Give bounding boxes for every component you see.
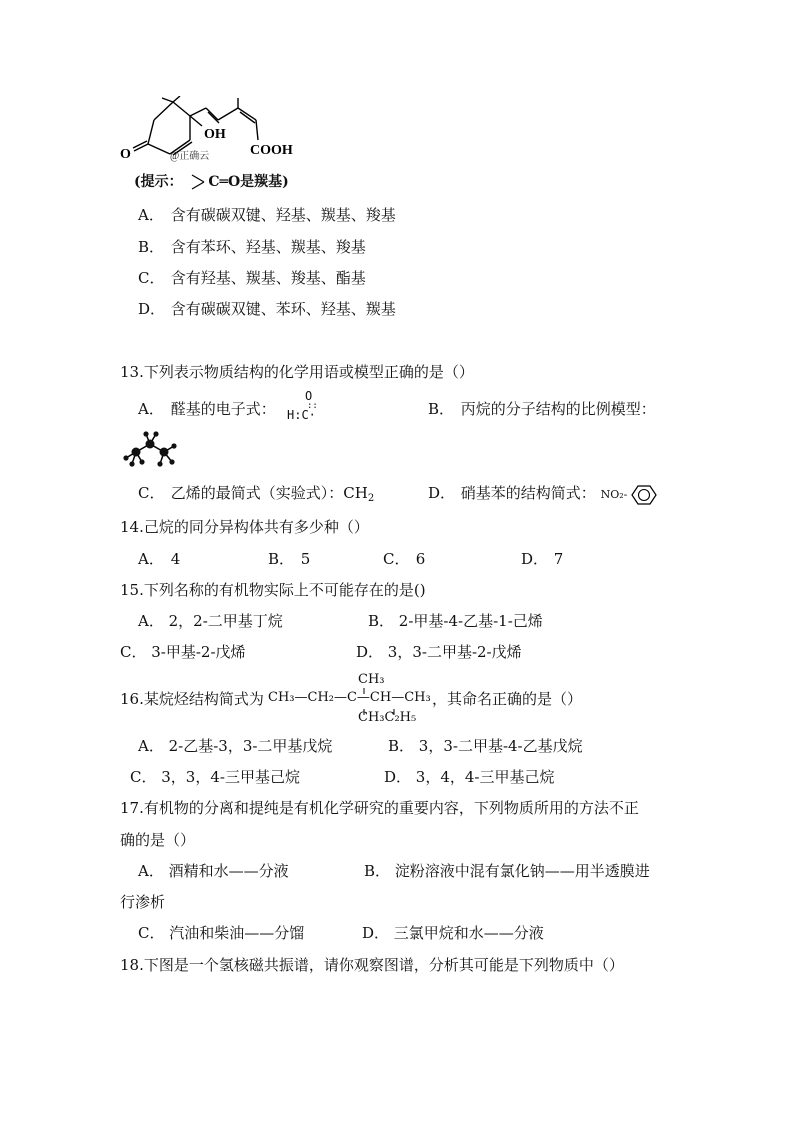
q13-option-d: D． 硝基苯的结构简式： NO₂-	[428, 482, 657, 506]
q12-option-a: A． 含有碳碳双键、羟基、羰基、羧基	[138, 206, 396, 224]
hint-line	[134, 172, 289, 192]
hint-prefix: (提示：	[134, 174, 183, 190]
q13-option-a: A． 醛基的电子式：	[138, 400, 276, 418]
q16-option-c: C． 3，3，4-三甲基己烷	[130, 768, 300, 786]
q12-option-d: D． 含有碳碳双键、苯环、羟基、羰基	[138, 300, 396, 318]
q13-option-b: B． 丙烷的分子结构的比例模型：	[428, 400, 656, 418]
q16-stem-prefix: 16.某烷烃结构简式为	[120, 690, 264, 708]
q12-option-a-text: 含有碳碳双键、羟基、羰基、羧基	[170, 206, 396, 224]
benzene-ring-icon	[631, 484, 657, 506]
q12-option-c-text: 含有羟基、羰基、羧基、酯基	[170, 269, 366, 287]
q18-stem: 18.下图是一个氢核磁共振谱，请你观察图谱，分析其可能是下列物质中（）	[120, 956, 624, 974]
q16-option-b: B． 3，3-二甲基-4-乙基戊烷	[388, 737, 583, 755]
molecule-structure-figure	[118, 96, 308, 168]
carbonyl-o-label: O	[120, 147, 131, 162]
q12-option-b-text: 含有苯环、羟基、羰基、羧基	[170, 238, 366, 256]
q17-option-a: A． 酒精和水——分液	[138, 862, 289, 880]
q14-option-b: B． 5	[268, 550, 311, 568]
propane-model-figure	[120, 430, 180, 470]
q13-option-c: C． 乙烯的最简式（实验式）：$CH_2$	[138, 484, 375, 504]
q12-option-c: C． 含有羟基、羰基、羧基、酯基	[138, 269, 366, 287]
q15-stem: 15.下列名称的有机物实际上不可能存在的是()	[120, 581, 426, 599]
q12-option-b: B． 含有苯环、羟基、羰基、羧基	[138, 238, 366, 256]
cooh-label: COOH	[250, 143, 293, 158]
q16-option-d: D． 3，4，4-三甲基己烷	[384, 768, 555, 786]
q12-option-d-text: 含有碳碳双键、苯环、羟基、羰基	[170, 300, 396, 318]
q16-stem-suffix: ，其命名正确的是（）	[432, 690, 583, 708]
q14-option-c: C． 6	[383, 550, 426, 568]
q17-option-b: B． 淀粉溶液中混有氯化钠——用半透膜进	[364, 862, 650, 880]
q16-option-a: A． 2-乙基-3，3-二甲基戊烷	[138, 737, 333, 755]
q17-stem-line2: 确的是（）	[120, 831, 196, 849]
q15-option-d: D． 3，3-二甲基-2-戊烯	[356, 643, 522, 661]
carbonyl-bond-icon	[190, 172, 206, 192]
q17-option-d: D． 三氯甲烷和水——分液	[362, 924, 544, 942]
q16-formula-top: CH₃	[358, 672, 385, 687]
q16-formula-bottom: CH₃C₂H₅	[358, 710, 417, 725]
q17-stem-line1: 17.有机物的分离和提纯是有机化学研究的重要内容，下列物质所用的方法不正	[120, 799, 639, 817]
q14-stem: 14.己烷的同分异构体共有多少种（）	[120, 518, 369, 536]
q17-option-b-continued: 行渗析	[120, 893, 166, 911]
oh-label: OH	[204, 127, 226, 142]
q17-option-c: C． 汽油和柴油——分馏	[138, 924, 305, 942]
watermark: @正确云	[170, 151, 210, 162]
q16-formula-main: CH₃—CH₂—C—CH—CH₃	[268, 690, 431, 705]
q13-stem: 13.下列表示物质结构的化学用语或模型正确的是（）	[120, 363, 474, 381]
aldehyde-electron-formula: O :: H:C·	[287, 389, 318, 422]
q15-option-b: B． 2-甲基-4-乙基-1-己烯	[368, 612, 543, 630]
q15-option-c: C． 3-甲基-2-戊烯	[120, 643, 246, 661]
nitrobenzene-formula: NO₂-	[601, 488, 657, 501]
q14-option-d: D． 7	[521, 550, 564, 568]
q15-option-a: A． 2，2-二甲基丁烷	[138, 612, 283, 630]
q14-option-a: A． 4	[138, 550, 181, 568]
hint-tail: C═O是羰基)	[208, 174, 289, 190]
